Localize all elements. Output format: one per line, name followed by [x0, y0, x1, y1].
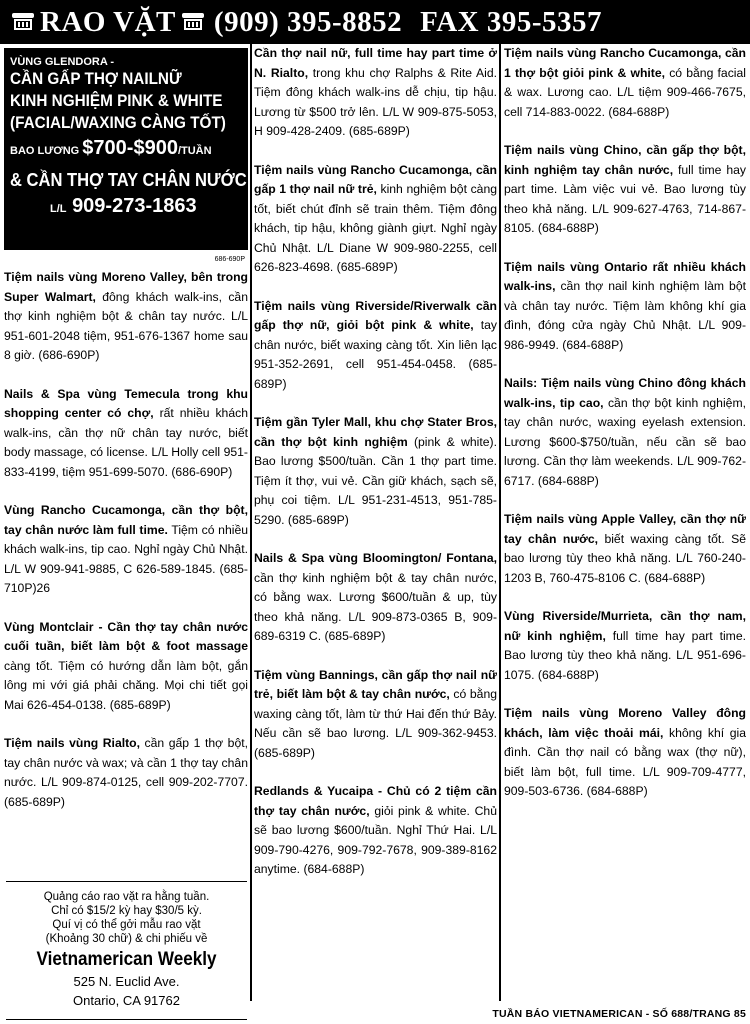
ad-body: cần thợ kinh nghiệm bột & tay chân nước, có bằng wax. Lương $600/tuần & up, tùy theo khả năng. L/L 909-873-0365 B, 909-689-6319 C. (685-689P): [254, 570, 497, 643]
page-footer: TUẦN BÁO VIETNAMERICAN - SỐ 688/TRANG 85: [492, 1008, 746, 1020]
column-1: [4, 44, 248, 1001]
ad-body: cần thợ bột kinh nghiệm, tay chân nước, waxing eyelash extension. Lương $600-$750/tuần, nếu cần sẽ bao lương. Cần thợ làm weekends. L/L 909-762-6717. (684-688P): [504, 395, 746, 488]
office-text: (Khoảng 30 chữ) & chi phiếu về: [45, 933, 208, 945]
featured-pay: BAO LƯƠNG $700-$900/TUẦN: [10, 137, 212, 159]
classified-ad: [4, 501, 248, 599]
page-header: [0, 0, 750, 44]
ad-body: trong khu chợ Ralphs & Rite Aid. Tiệm đông khách walk-ins dễ chịu, tip hậu. Lương từ $500 trở lên. L/L W 909-875-5053, H 909-428-2409. (685-689P): [254, 65, 497, 138]
classified-ad: [254, 666, 497, 764]
ad-headline: Tiệm nails vùng Rancho Cucamonga, cần gấp 1 thợ nail nữ trẻ,: [254, 162, 497, 196]
office-info: [6, 881, 247, 1020]
ad-headline: Tiệm nails vùng Apple Valley, cần thợ nữ tay chân nước,: [504, 512, 746, 546]
featured-ad-box: [4, 48, 248, 263]
ad-headline: Tiệm nails vùng Moreno Valley đông khách, làm việc thoải mái,: [504, 706, 746, 740]
classified-ad: [254, 297, 497, 395]
ad-body: có bằng waxing càng tốt, làm từ thứ Hai đến thứ Bảy. Nếu cần sẽ bao lương. L/L 909-362-9453. (685-689P): [254, 687, 497, 760]
ad-body: (pink & white). Bao lương $500/tuần. Cần 1 thợ part time. Tiệm ít thợ, vui vẻ. Cần giữ khách, sạch sẽ, phụ coi tiệm. L/L 951-231-4513, 951-785-5290. (685-689P): [254, 434, 497, 527]
featured-line: VÙNG GLENDORA -: [10, 56, 115, 68]
classified-ad: [504, 141, 746, 239]
header-title: RAO VẶT: [40, 5, 176, 38]
telephone-icon: [12, 13, 34, 31]
ad-body: cần thợ nail kinh nghiệm làm bột và chân tay nước. Tiệm làm không khí gia đình, đóng cửa ngày Chủ Nhật. L/L 909-986-9949. (684-688P): [504, 279, 746, 352]
classified-ad: [254, 413, 497, 530]
classified-ad: [504, 374, 746, 491]
classified-ad: [4, 268, 248, 366]
ad-headline: Tiệm nails vùng Moreno Valley, bên trong Super Walmart,: [4, 270, 248, 304]
ad-body: biết waxing càng tốt. Sẽ bao lương tùy theo khả năng. L/L 760-240-1203 B, 760-475-8106 C. (684-688P): [504, 531, 746, 585]
column-3: [504, 44, 746, 1001]
classified-ad: [4, 734, 248, 812]
ad-headline: Tiệm vùng Bannings, cần gấp thợ nail nữ trẻ, biết làm bột & tay chân nước,: [254, 667, 497, 701]
classified-ad: [504, 510, 746, 588]
ad-headline: Tiệm nails vùng Riverside/Riverwalk cần gấp thợ nữ, giỏi bột pink & white,: [254, 298, 497, 332]
classified-ad: [254, 782, 497, 880]
classified-ad: [254, 549, 497, 647]
ad-headline: Cần thợ nail nữ, full time hay part time ở N. Rialto,: [254, 46, 497, 80]
ad-body: càng tốt. Tiệm có hướng dẫn làm bột, gắn lông mi với giá phải chăng. Mọi chi tiết gọi Mai 626-454-0138. (685-689P): [4, 658, 248, 712]
ad-headline: Tiệm nails vùng Rancho Cucamonga, cần 1 thợ bột giỏi pink & white,: [504, 46, 746, 80]
classified-ad: [504, 607, 746, 685]
header-phone: (909) 395-8852: [213, 5, 403, 38]
ad-body: Tiệm có nhiều khách walk-ins, tip cao. Nghỉ ngày Chủ Nhật. L/L W 909-941-9885, C 626-589-1845. (685-710P)26: [4, 522, 248, 595]
classified-ad: [504, 704, 746, 802]
ad-body: đông khách walk-ins, cần thợ kinh nghiệm bột & chân tay nước. L/L 951-601-2048 tiệm, 951-676-1367 home sau 8 giờ. (686-690P): [4, 289, 248, 362]
ad-body: full time hay part time. Bao lương tùy theo khả năng. L/L 951-696-1075. (684-688P): [504, 628, 746, 682]
classified-ad: [4, 618, 248, 716]
ad-body: giỏi pink & white. Chủ sẽ bao lương $600/tuần. Nghỉ Thứ Hai. L/L 909-790-4276, 909-792-7678, 909-389-8162 anytime. (684-688P): [254, 803, 497, 876]
ad-headline: Nails & Spa vùng Temecula trong khu shopping center có chợ,: [4, 386, 248, 420]
header-fax: FAX 395-5357: [420, 5, 602, 38]
ad-headline: Tiệm nails vùng Ontario rất nhiều khách walk-ins,: [504, 259, 746, 293]
ad-headline: Vùng Rancho Cucamonga, cần thợ bột, tay chân nước làm full time.: [4, 503, 248, 537]
classified-ad: [4, 385, 248, 483]
publication-name: Vietnamerican Weekly: [36, 949, 217, 970]
ad-headline: Tiệm gần Tyler Mall, khu chợ Stater Bros, cần thợ bột kinh nghiệm: [254, 415, 497, 449]
ad-body: không khí gia đình. Cần thợ nail có bằng wax (thợ nữ), biết làm bột, full time. L/L 909-709-4777, 909-503-6736. (684-688P): [504, 725, 746, 798]
featured-headline: (FACIAL/WAXING CÀNG TỐT): [10, 113, 226, 132]
ad-headline: Vùng Riverside/Murrieta, cần thợ nam, nữ kinh nghiệm,: [504, 609, 746, 643]
featured-contact: L/L 909-273-1863: [50, 195, 197, 217]
ad-headline: Tiệm nails vùng Rialto,: [4, 736, 140, 750]
ad-body: tay chân nước, biết waxing càng tốt. Xin liên lạc 951-352-2691, cell 951-454-0458. (685-689P): [254, 318, 497, 391]
featured-headline: KINH NGHIỆM PINK & WHITE: [10, 91, 223, 110]
office-address: 525 N. Euclid Ave.: [73, 974, 180, 989]
ad-body: rất nhiều khách walk-ins, cần thợ nữ chân tay nước, biết body massage, có license. L/L Holly cell 951-833-4199, tiệm 951-699-5070. (686-690P): [4, 406, 248, 479]
classified-ad: [254, 44, 497, 142]
office-text: Chỉ có $15/2 kỳ hay $30/5 kỳ.: [51, 905, 202, 917]
column-2: [254, 44, 497, 1001]
featured-headline: & CẦN THỢ TAY CHÂN NƯỚC: [10, 170, 247, 190]
ads-columns: [0, 44, 750, 1001]
ad-headline: Nails & Spa vùng Bloomington/ Fontana,: [254, 551, 497, 565]
telephone-icon: [182, 13, 204, 31]
ad-body: full time hay part time. Làm việc vui vẻ. Bao lương tùy theo khả năng. L/L 909-627-4763, 714-867-8105. (684-688P): [504, 162, 746, 235]
featured-headline: CẦN GẤP THỢ NAILNỮ: [10, 69, 182, 88]
ad-headline: Vùng Montclair - Cần thợ tay chân nước cuối tuần, biết làm bột & foot massage: [4, 619, 248, 653]
classified-ad: [504, 44, 746, 122]
featured-code: 686-690P: [214, 256, 245, 263]
ad-body: có bằng facial & wax. Lương cao. L/L tiệm 909-466-7675, cell 714-883-0022. (684-688P): [504, 65, 746, 119]
ad-headline: Nails: Tiệm nails vùng Chino đông khách walk-ins, tip cao,: [504, 376, 746, 410]
office-text: Quí vị có thể gởi mẫu rao vặt: [52, 919, 201, 931]
ad-body: cần gấp 1 thợ bột, tay chân nước và wax; và cần 1 thợ tay chân nước. L/L 909-874-0125, cell 909-202-7707. (685-689P): [4, 736, 248, 809]
ad-headline: Tiệm nails vùng Chino, cần gấp thợ bột, kinh nghiệm tay chân nước,: [504, 143, 746, 177]
ad-body: kinh nghiệm bột càng tốt, biết chút đỉnh sẽ train thêm. Tiệm đông khách, tip hậu, không giành giựt. Nghỉ ngày Chủ Nhật. L/L Diane W 909-980-2255, cell 626-823-4698. (685-689P): [254, 182, 497, 274]
ad-headline: Redlands & Yucaipa - Chủ có 2 tiệm cần thợ tay chân nước,: [254, 784, 497, 818]
classified-ad: [254, 161, 497, 278]
classified-ad: [504, 258, 746, 356]
office-address: Ontario, CA 91762: [73, 993, 180, 1008]
office-text: Quảng cáo rao vặt ra hằng tuần.: [43, 891, 210, 903]
